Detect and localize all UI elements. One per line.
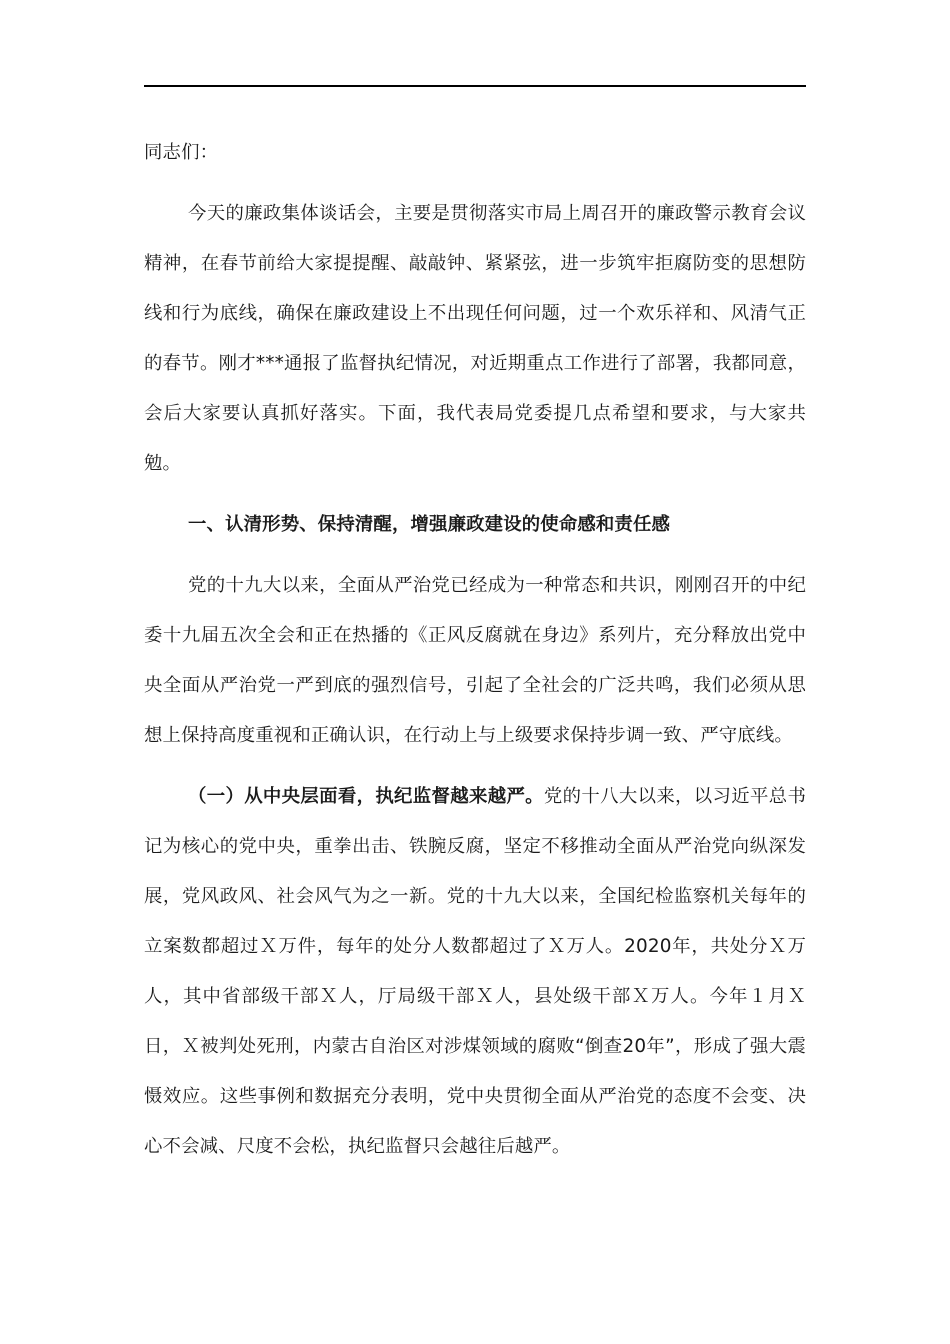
header-rule	[144, 85, 806, 87]
subsection-lead: （一）从中央层面看，执纪监督越来越严。	[188, 786, 544, 807]
salutation: 同志们：	[144, 142, 219, 163]
opening-paragraph: 今天的廉政集体谈话会，主要是贯彻落实市局上周召开的廉政警示教育会议精神，在春节前给大家提提醒、敲敲钟、紧紧弦，进一步筑牢拒腐防变的思想防线和行为底线，确保在廉政建设上不出现任何问题，过一个欢乐祥和、风清气正的春节。刚才***通报了监督执纪情况，对近期重点工作进行了部署，我都同意，会后大家要认真抓好落实。下面，我代表局党委提几点希望和要求，与大家共勉。	[144, 203, 806, 474]
section-heading: 一、认清形势、保持清醒，增强廉政建设的使命感和责任感	[188, 514, 671, 535]
subsection-paragraph	[144, 772, 806, 1172]
document-body	[144, 128, 806, 1183]
section-intro-paragraph: 党的十九大以来，全面从严治党已经成为一种常态和共识，刚刚召开的中纪委十九届五次全会和正在热播的《正风反腐就在身边》系列片，充分释放出党中央全面从严治党一严到底的强烈信号，引起了全社会的广泛共鸣，我们必须从思想上保持高度重视和正确认识，在行动上与上级要求保持步调一致、严守底线。	[144, 575, 806, 746]
subsection-body: 党的十八大以来，以习近平总书记为核心的党中央，重拳出击、铁腕反腐，坚定不移推动全面从严治党向纵深发展，党风政风、社会风气为之一新。党的十九大以来，全国纪检监察机关每年的立案数都超过Ｘ万件，每年的处分人数都超过了Ｘ万人。2020年，共处分Ｘ万人，其中省部级干部Ｘ人，厅局级干部Ｘ人，县处级干部Ｘ万人。今年１月Ｘ日，Ｘ被判处死刑，内蒙古自治区对涉煤领域的腐败“倒查20年”，形成了强大震慑效应。这些事例和数据充分表明，党中央贯彻全面从严治党的态度不会变、决心不会减、尺度不会松，执纪监督只会越往后越严。	[144, 786, 806, 1157]
